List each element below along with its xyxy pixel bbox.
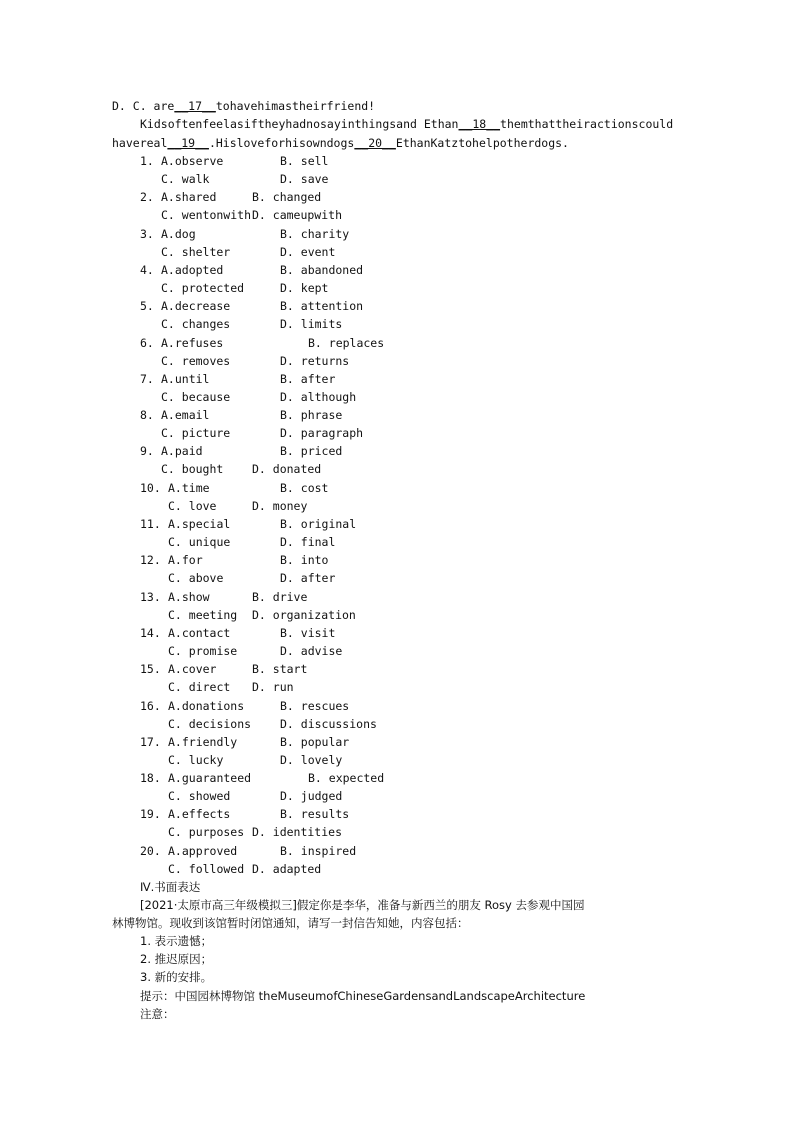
option-d: D. judged — [280, 789, 343, 804]
option-d: D. cameupwith — [252, 208, 343, 223]
option-c: C. followed — [168, 861, 245, 876]
option-b: B. cost — [280, 480, 329, 495]
option-a: A.observe — [161, 154, 224, 168]
option-b: B. charity — [280, 226, 350, 241]
option-b: B. sell — [280, 154, 329, 168]
passage-text: EthanKatztohelpotherdogs. — [395, 136, 569, 150]
option-c: C. because — [161, 389, 231, 404]
option-d: D. kept — [280, 280, 329, 295]
option-a: A.friendly — [168, 734, 238, 749]
question-number: 13. — [140, 589, 161, 604]
option-b: B. attention — [280, 299, 364, 314]
question-number: 4. — [140, 262, 154, 277]
question-number: 20. — [140, 843, 161, 858]
option-d: D. money — [252, 498, 308, 513]
option-a: A.cover — [168, 662, 217, 677]
option-b: B. into — [280, 553, 329, 568]
question-number: 19. — [140, 807, 161, 822]
option-b: B. replaces — [308, 335, 385, 350]
option-b: B. original — [280, 517, 357, 531]
option-a: A.approved — [168, 843, 238, 858]
question-number: 11. — [140, 517, 161, 531]
option-d: D. paragraph — [280, 426, 364, 441]
passage-text: tohavehimastheirfriend! — [215, 99, 376, 113]
question-number: 16. — [140, 698, 161, 713]
question-number: 8. — [140, 408, 154, 423]
requirement-item-1: 1. 表示遗憾； — [140, 934, 213, 948]
option-d: D. identities — [252, 825, 343, 840]
blank-20: __20__ — [354, 136, 396, 150]
passage-text: .Hisloveforhisowndogs — [208, 136, 355, 150]
option-c: C. picture — [161, 426, 231, 441]
question-number: 18. — [140, 771, 161, 786]
passage-text: havereal — [112, 136, 168, 150]
option-d: D. adapted — [252, 861, 322, 876]
blank-19: __19__ — [167, 136, 209, 150]
option-c: C. lucky — [168, 752, 224, 767]
option-a: A.donations — [168, 698, 245, 713]
option-c: C. above — [168, 571, 224, 586]
option-b: B. phrase — [280, 408, 343, 423]
option-a: A.guaranteed — [168, 771, 252, 786]
hint-line: 提示：中国园林博物馆 theMuseumofChineseGardensandLandscapeArchitecture — [140, 989, 586, 1003]
blank-18: __18__ — [458, 117, 501, 131]
option-d: D. event — [280, 244, 336, 259]
option-c: C. wentonwith — [161, 208, 252, 223]
option-a: A.refuses — [161, 335, 224, 350]
option-a: A.for — [168, 553, 203, 568]
question-number: 1. — [140, 154, 154, 168]
option-d: D. returns — [280, 353, 350, 368]
option-b: B. priced — [280, 444, 343, 459]
option-a: A.paid — [161, 444, 203, 459]
question-number: 3. — [140, 226, 154, 241]
option-d: D. organization — [252, 607, 356, 622]
option-a: A.decrease — [161, 299, 231, 314]
section-heading: Ⅳ.书面表达 — [140, 880, 201, 894]
question-number: 10. — [140, 480, 161, 495]
option-d: D. although — [280, 389, 357, 404]
requirement-item-2: 2. 推迟原因； — [140, 952, 213, 966]
option-d: D. final — [280, 535, 336, 549]
question-number: 12. — [140, 553, 161, 568]
passage-line-2 — [140, 115, 673, 133]
option-c: C. meeting — [168, 607, 238, 622]
option-d: D. discussions — [280, 716, 377, 731]
option-a: A.effects — [168, 807, 231, 822]
option-a: A.time — [168, 480, 210, 495]
question-number: 5. — [140, 299, 154, 314]
option-d: D. lovely — [280, 752, 343, 767]
passage-line-3 — [112, 134, 569, 152]
option-c: C. changes — [161, 317, 231, 332]
question-number: 14. — [140, 625, 161, 640]
blank-17: __17__ — [174, 99, 216, 113]
option-b: B. drive — [252, 589, 308, 604]
question-number: 2. — [140, 190, 154, 205]
option-c: C. direct — [168, 680, 231, 695]
prompt-line-2: 林博物馆。现收到该馆暂时闭馆通知，请写一封信告知她，内容包括： — [112, 916, 469, 930]
option-c: C. bought — [161, 462, 224, 477]
option-b: B. expected — [308, 771, 385, 786]
question-number: 15. — [140, 662, 161, 677]
question-number: 9. — [140, 444, 154, 459]
option-c: C. protected — [161, 280, 245, 295]
passage-line-1 — [112, 97, 375, 115]
passage-text: D. C. are — [112, 99, 175, 113]
option-a: A.special — [168, 517, 231, 531]
option-a: A.email — [161, 408, 210, 423]
option-c: C. love — [168, 498, 217, 513]
option-c: C. decisions — [168, 716, 252, 731]
passage-text: themthattheiractionscould — [500, 117, 674, 131]
question-number: 17. — [140, 734, 161, 749]
question-number: 7. — [140, 371, 154, 386]
option-b: B. results — [280, 807, 350, 822]
option-a: A.show — [168, 589, 210, 604]
option-c: C. purposes — [168, 825, 245, 840]
option-d: D. after — [280, 571, 336, 586]
option-d: D. donated — [252, 462, 322, 477]
option-b: B. popular — [280, 734, 350, 749]
option-a: A.adopted — [161, 262, 224, 277]
note-line: 注意： — [140, 1007, 175, 1021]
option-b: B. abandoned — [280, 262, 364, 277]
option-d: D. run — [252, 680, 294, 695]
question-number: 6. — [140, 335, 154, 350]
option-a: A.dog — [161, 226, 196, 241]
option-b: B. changed — [252, 190, 322, 205]
option-a: A.shared — [161, 190, 217, 205]
option-c: C. shelter — [161, 244, 231, 259]
prompt-line-1: [2021·太原市高三年级模拟三]假定你是李华，准备与新西兰的朋友 Rosy 去参观中国园 — [140, 898, 585, 912]
requirement-item-3: 3. 新的安排。 — [140, 970, 213, 984]
option-b: B. inspired — [280, 843, 357, 858]
option-c: C. showed — [168, 789, 231, 804]
option-b: B. start — [252, 662, 308, 677]
option-d: D. limits — [280, 317, 343, 332]
option-c: C. walk — [161, 172, 210, 186]
option-d: D. save — [280, 172, 329, 186]
option-a: A.contact — [168, 625, 231, 640]
passage-text: Kidsoftenfeelasiftheyhadnosayinthingsand Ethan — [140, 117, 459, 131]
option-b: B. rescues — [280, 698, 350, 713]
option-c: C. unique — [168, 535, 231, 549]
option-b: B. after — [280, 371, 336, 386]
option-c: C. promise — [168, 643, 238, 658]
option-a: A.until — [161, 371, 210, 386]
option-d: D. advise — [280, 643, 343, 658]
option-c: C. removes — [161, 353, 231, 368]
option-b: B. visit — [280, 625, 336, 640]
